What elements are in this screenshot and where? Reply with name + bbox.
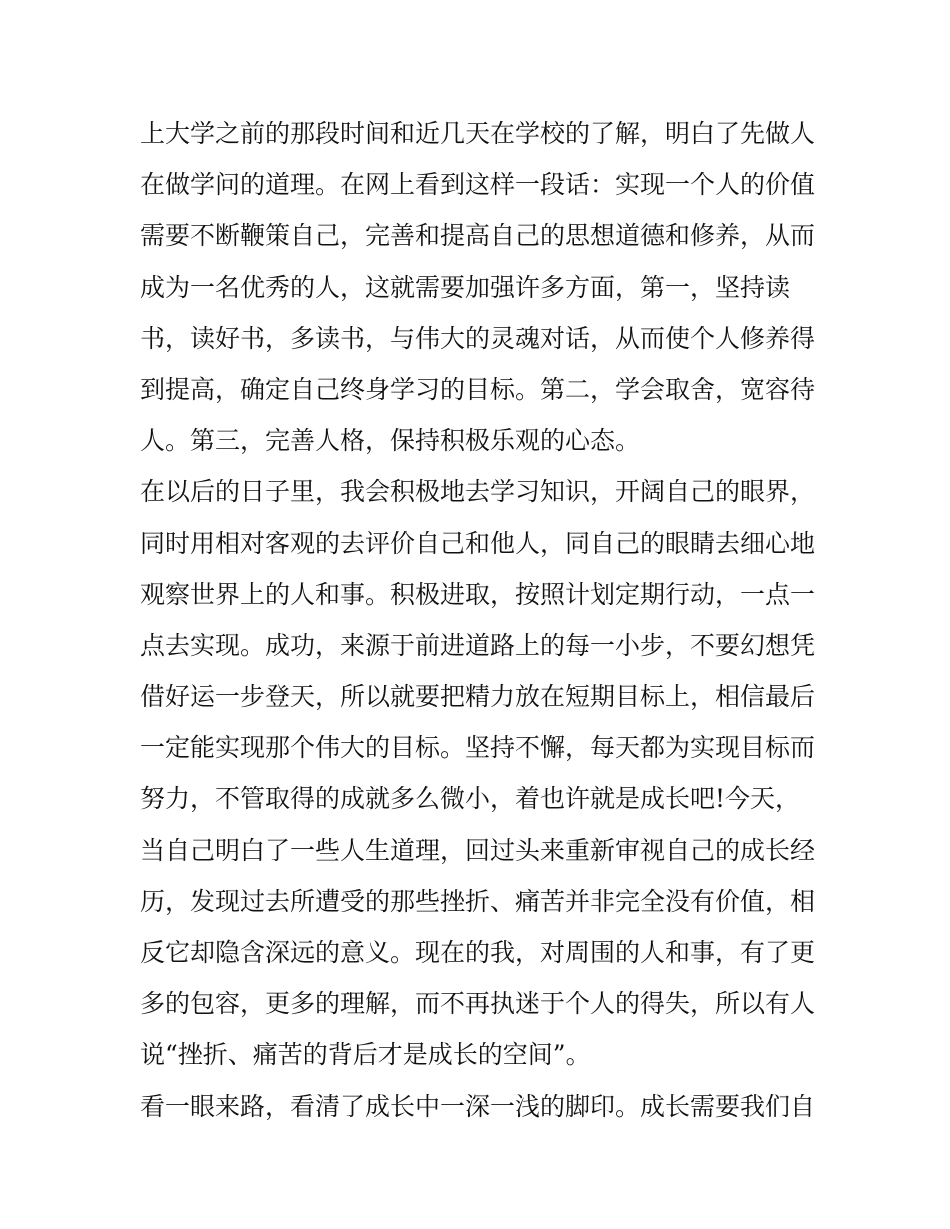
text-line: 点去实现。成功，来源于前进道路上的每一小步，不要幻想凭 [140,630,816,660]
text-line: 一定能实现那个伟大的目标。坚持不懈，每天都为实现目标而 [140,733,816,763]
text-line: 成为一名优秀的人，这就需要加强许多方面，第一，坚持读 [140,272,791,302]
text-line: 努力，不管取得的成就多么微小，着也许就是成长吧!今天， [140,784,801,814]
text-line: 同时用相对客观的去评价自己和他人，同自己的眼睛去细心地 [140,528,816,558]
text-line: 反它却隐含深远的意义。现在的我，对周围的人和事，有了更 [140,938,816,967]
text-line: 看一眼来路，看清了成长中一深一浅的脚印。成长需要我们自 [140,1091,816,1121]
text-line: 人。第三，完善人格，保持积极乐观的心态。 [140,426,641,456]
text-line: 在做学问的道理。在网上看到这样一段话：实现一个人的价值 [140,170,816,200]
text-line: 借好运一步登天，所以就要把精力放在短期目标上，相信最后 [140,682,816,712]
text-line: 观察世界上的人和事。积极进取，按照计划定期行动，一点一 [140,579,816,609]
text-line: 到提高，确定自己终身学习的目标。第二，学会取舍，宽容待 [140,374,816,404]
text-line: 上大学之前的那段时间和近几天在学校的了解，明白了先做人 [140,119,816,148]
text-line: 在以后的日子里，我会积极地去学习知识，开阔自己的眼界， [140,477,816,507]
text-line: 当自己明白了一些人生道理，回过头来重新审视自己的成长经 [140,835,816,865]
text-line: 历，发现过去所遭受的那些挫折、痛苦并非完全没有价值，相 [140,886,816,916]
text-line: 需要不断鞭策自己，完善和提高自己的思想道德和修养，从而 [140,221,816,251]
text-line: 书，读好书，多读书，与伟大的灵魂对话，从而使个人修养得 [140,323,816,353]
text-line: 多的包容，更多的理解，而不再执迷于个人的得失，所以有人 [140,989,816,1019]
text-line: 说“挫折、痛苦的背后才是成长的空间”。 [140,1040,591,1070]
document-body [140,108,820,1132]
